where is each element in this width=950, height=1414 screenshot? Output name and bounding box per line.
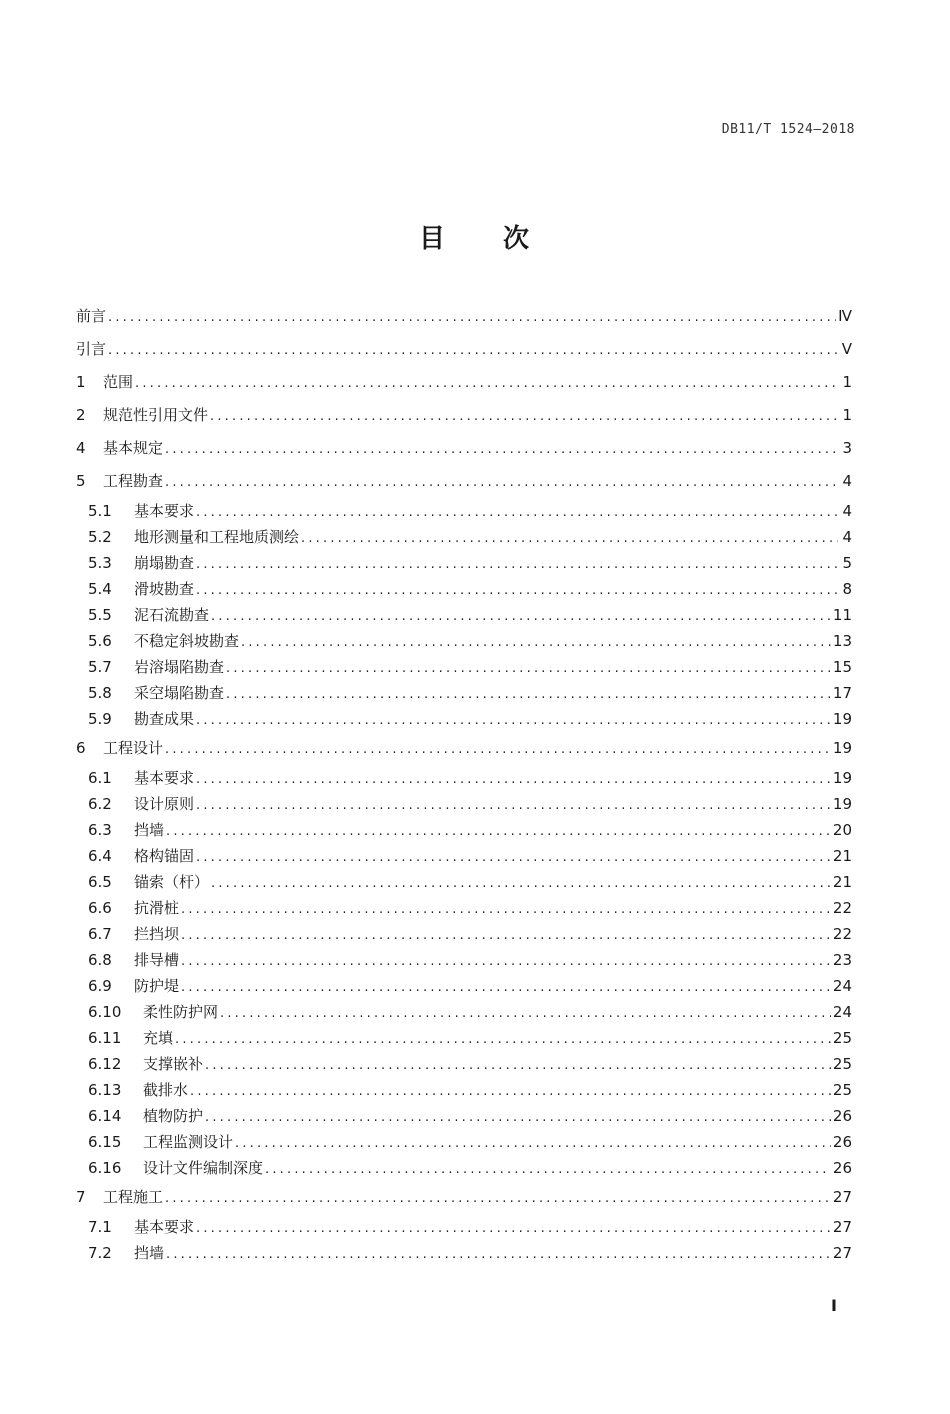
toc-entry-label: 地形测量和工程地质测绘 xyxy=(134,528,300,546)
toc-leader-dots xyxy=(196,578,838,604)
toc-entry-label: 挡墙 xyxy=(134,1244,165,1262)
toc-entry-page: 19 xyxy=(832,795,852,813)
toc-entry-label: 泥石流勘查 xyxy=(134,606,210,624)
toc-leader-dots xyxy=(226,682,831,708)
toc-entry-label: 植物防护 xyxy=(143,1107,204,1125)
toc-leader-dots xyxy=(135,367,838,400)
toc-entry-page: 27 xyxy=(832,1218,852,1236)
toc-entry[interactable] xyxy=(76,732,852,765)
toc-entry-page: 13 xyxy=(832,632,852,650)
toc-leader-dots xyxy=(196,552,838,578)
toc-entry-number: 5.5 xyxy=(88,606,112,624)
toc-entry-number: 6.10 xyxy=(88,1003,122,1021)
toc-leader-dots xyxy=(196,1216,831,1242)
toc-leader-dots xyxy=(211,871,831,897)
toc-entry-label: 设计文件编制深度 xyxy=(143,1159,264,1177)
toc-entry[interactable] xyxy=(76,300,852,333)
toc-entry[interactable] xyxy=(76,550,852,576)
toc-entry[interactable] xyxy=(76,817,852,843)
toc-entry-label: 工程施工 xyxy=(103,1188,164,1206)
toc-entry-label: 锚索（杆） xyxy=(134,873,210,891)
toc-entry-page: 3 xyxy=(842,439,852,457)
toc-entry[interactable] xyxy=(76,399,852,432)
toc-entry-number: 2 xyxy=(76,406,86,424)
toc-entry-number: 6.14 xyxy=(88,1107,122,1125)
toc-entry-label: 工程监测设计 xyxy=(143,1133,234,1151)
toc-entry-number: 7 xyxy=(76,1188,86,1206)
title-char-2: 次 xyxy=(503,224,532,254)
toc-entry-label: 范围 xyxy=(103,373,134,391)
toc-entry-page: 4 xyxy=(842,502,852,520)
toc-entry-number: 5.2 xyxy=(88,528,112,546)
toc-entry-page: 24 xyxy=(832,977,852,995)
toc-leader-dots xyxy=(108,301,836,334)
toc-entry-label: 充填 xyxy=(143,1029,174,1047)
toc-entry-label: 拦挡坝 xyxy=(134,925,180,943)
toc-entry[interactable] xyxy=(76,602,852,628)
toc-entry-number: 5.3 xyxy=(88,554,112,572)
toc-entry-number: 5.6 xyxy=(88,632,112,650)
toc-entry-label: 柔性防护网 xyxy=(143,1003,219,1021)
toc-entry-label: 截排水 xyxy=(143,1081,189,1099)
toc-entry-label: 防护堤 xyxy=(134,977,180,995)
toc-leader-dots xyxy=(181,923,831,949)
toc-entry[interactable] xyxy=(76,973,852,999)
toc-entry-page: 19 xyxy=(832,769,852,787)
toc-entry-number: 5.7 xyxy=(88,658,112,676)
toc-entry-label: 抗滑桩 xyxy=(134,899,180,917)
toc-entry[interactable] xyxy=(76,791,852,817)
toc-entry-page: 27 xyxy=(832,1244,852,1262)
toc-entry-page: 17 xyxy=(832,684,852,702)
toc-entry-label: 勘查成果 xyxy=(134,710,195,728)
toc-entry-number: 6.6 xyxy=(88,899,112,917)
toc-entry[interactable] xyxy=(76,921,852,947)
toc-entry-number: 6.7 xyxy=(88,925,112,943)
toc-entry-label: 基本规定 xyxy=(103,439,164,457)
toc-entry-number: 6.16 xyxy=(88,1159,122,1177)
toc-entry-label: 支撑嵌补 xyxy=(143,1055,204,1073)
toc-entry-page: 25 xyxy=(832,1029,852,1047)
toc-entry-number: 6.3 xyxy=(88,821,112,839)
toc-entry[interactable] xyxy=(76,1051,852,1077)
toc-entry[interactable] xyxy=(76,1240,852,1266)
toc-entry[interactable] xyxy=(76,1214,852,1240)
toc-leader-dots xyxy=(165,1182,831,1215)
toc-leader-dots xyxy=(205,1053,831,1079)
toc-entry-label: 崩塌勘查 xyxy=(134,554,195,572)
toc-entry[interactable] xyxy=(76,680,852,706)
toc-entry[interactable] xyxy=(76,432,852,465)
toc-entry-label: 格构锚固 xyxy=(134,847,195,865)
toc-entry-label: 工程设计 xyxy=(103,739,164,757)
toc-leader-dots xyxy=(301,526,838,552)
toc-entry[interactable] xyxy=(76,576,852,602)
toc-entry-number: 5.8 xyxy=(88,684,112,702)
toc-entry-page: 24 xyxy=(832,1003,852,1021)
toc-entry-page: 21 xyxy=(832,847,852,865)
toc-entry-number: 1 xyxy=(76,373,86,391)
toc-entry-number: 6.1 xyxy=(88,769,112,787)
toc-entry-page: 19 xyxy=(832,710,852,728)
toc-entry-number: 5 xyxy=(76,472,86,490)
toc-entry-number: 6 xyxy=(76,739,86,757)
toc-entry-label: 采空塌陷勘查 xyxy=(134,684,225,702)
toc-entry-number: 6.2 xyxy=(88,795,112,813)
toc-entry-page: 25 xyxy=(832,1055,852,1073)
toc-entry-label: 工程勘查 xyxy=(103,472,164,490)
toc-entry-number: 5.4 xyxy=(88,580,112,598)
toc-entry-page: 21 xyxy=(832,873,852,891)
toc-leader-dots xyxy=(220,1001,831,1027)
toc-leader-dots xyxy=(190,1079,831,1105)
toc-entry-label: 滑坡勘查 xyxy=(134,580,195,598)
toc-entry-page: 25 xyxy=(832,1081,852,1099)
toc-entry-label: 基本要求 xyxy=(134,769,195,787)
toc-leader-dots xyxy=(166,819,831,845)
page-title xyxy=(0,218,950,255)
toc-leader-dots xyxy=(196,500,838,526)
table-of-contents xyxy=(76,300,852,1266)
toc-entry-number: 7.1 xyxy=(88,1218,112,1236)
toc-leader-dots xyxy=(210,400,838,433)
toc-entry-number: 6.15 xyxy=(88,1133,122,1151)
toc-entry-page: 1 xyxy=(842,373,852,391)
toc-entry-page: 8 xyxy=(842,580,852,598)
toc-entry-page: Ⅳ xyxy=(838,307,852,325)
toc-entry-number: 6.13 xyxy=(88,1081,122,1099)
toc-entry-number: 6.8 xyxy=(88,951,112,969)
toc-entry[interactable] xyxy=(76,869,852,895)
toc-entry-page: 1 xyxy=(842,406,852,424)
toc-entry-page: 23 xyxy=(832,951,852,969)
toc-entry-page: 26 xyxy=(832,1159,852,1177)
toc-entry[interactable] xyxy=(76,366,852,399)
toc-entry-label: 排导槽 xyxy=(134,951,180,969)
toc-entry-page: 15 xyxy=(832,658,852,676)
toc-entry[interactable] xyxy=(76,1155,852,1181)
toc-entry-page: V xyxy=(841,340,852,358)
toc-entry-page: 19 xyxy=(832,739,852,757)
toc-entry-label: 引言 xyxy=(76,340,107,358)
toc-entry[interactable] xyxy=(76,333,852,366)
toc-entry[interactable] xyxy=(76,1181,852,1214)
toc-entry[interactable] xyxy=(76,1077,852,1103)
toc-entry[interactable] xyxy=(76,706,852,732)
toc-entry-number: 7.2 xyxy=(88,1244,112,1262)
toc-leader-dots xyxy=(205,1105,831,1131)
title-char-1: 目 xyxy=(418,224,447,254)
toc-leader-dots xyxy=(241,630,831,656)
toc-entry-number: 6.9 xyxy=(88,977,112,995)
toc-leader-dots xyxy=(235,1131,831,1157)
toc-entry-number: 6.11 xyxy=(88,1029,122,1047)
toc-leader-dots xyxy=(181,949,831,975)
toc-entry[interactable] xyxy=(76,1025,852,1051)
toc-entry-label: 岩溶塌陷勘查 xyxy=(134,658,225,676)
toc-entry-number: 5.9 xyxy=(88,710,112,728)
toc-entry[interactable] xyxy=(76,843,852,869)
toc-entry-number: 6.5 xyxy=(88,873,112,891)
toc-entry-page: 22 xyxy=(832,899,852,917)
toc-entry-label: 前言 xyxy=(76,307,107,325)
toc-entry-label: 基本要求 xyxy=(134,502,195,520)
toc-leader-dots xyxy=(226,656,831,682)
toc-entry-page: 26 xyxy=(832,1107,852,1125)
toc-leader-dots xyxy=(196,767,831,793)
toc-leader-dots xyxy=(165,733,831,766)
toc-entry[interactable] xyxy=(76,895,852,921)
toc-entry-page: 11 xyxy=(832,606,852,624)
toc-entry-label: 挡墙 xyxy=(134,821,165,839)
toc-entry-page: 22 xyxy=(832,925,852,943)
toc-entry-label: 设计原则 xyxy=(134,795,195,813)
toc-entry-number: 6.4 xyxy=(88,847,112,865)
toc-entry-page: 27 xyxy=(832,1188,852,1206)
page-number: I xyxy=(831,1296,837,1315)
toc-leader-dots xyxy=(165,466,838,499)
toc-entry[interactable] xyxy=(76,498,852,524)
toc-entry[interactable] xyxy=(76,465,852,498)
toc-entry-page: 4 xyxy=(842,472,852,490)
toc-entry-page: 4 xyxy=(842,528,852,546)
toc-leader-dots xyxy=(166,1242,831,1268)
toc-leader-dots xyxy=(181,897,831,923)
toc-leader-dots xyxy=(181,975,831,1001)
toc-entry[interactable] xyxy=(76,999,852,1025)
toc-entry[interactable] xyxy=(76,765,852,791)
toc-leader-dots xyxy=(196,845,831,871)
toc-leader-dots xyxy=(265,1157,831,1183)
toc-entry[interactable] xyxy=(76,654,852,680)
toc-entry-label: 基本要求 xyxy=(134,1218,195,1236)
toc-leader-dots xyxy=(196,793,831,819)
toc-entry[interactable] xyxy=(76,524,852,550)
toc-entry-number: 6.12 xyxy=(88,1055,122,1073)
toc-entry-label: 不稳定斜坡勘查 xyxy=(134,632,240,650)
toc-entry-page: 20 xyxy=(832,821,852,839)
toc-entry-number: 4 xyxy=(76,439,86,457)
toc-entry[interactable] xyxy=(76,1103,852,1129)
toc-entry-page: 5 xyxy=(842,554,852,572)
toc-entry[interactable] xyxy=(76,628,852,654)
toc-leader-dots xyxy=(175,1027,831,1053)
toc-leader-dots xyxy=(108,334,838,367)
toc-leader-dots xyxy=(196,708,831,734)
toc-entry[interactable] xyxy=(76,1129,852,1155)
toc-leader-dots xyxy=(211,604,831,630)
toc-entry-page: 26 xyxy=(832,1133,852,1151)
toc-entry[interactable] xyxy=(76,947,852,973)
document-code: DB11/T 1524—2018 xyxy=(721,122,855,137)
toc-entry-number: 5.1 xyxy=(88,502,112,520)
toc-entry-label: 规范性引用文件 xyxy=(103,406,209,424)
toc-leader-dots xyxy=(165,433,838,466)
